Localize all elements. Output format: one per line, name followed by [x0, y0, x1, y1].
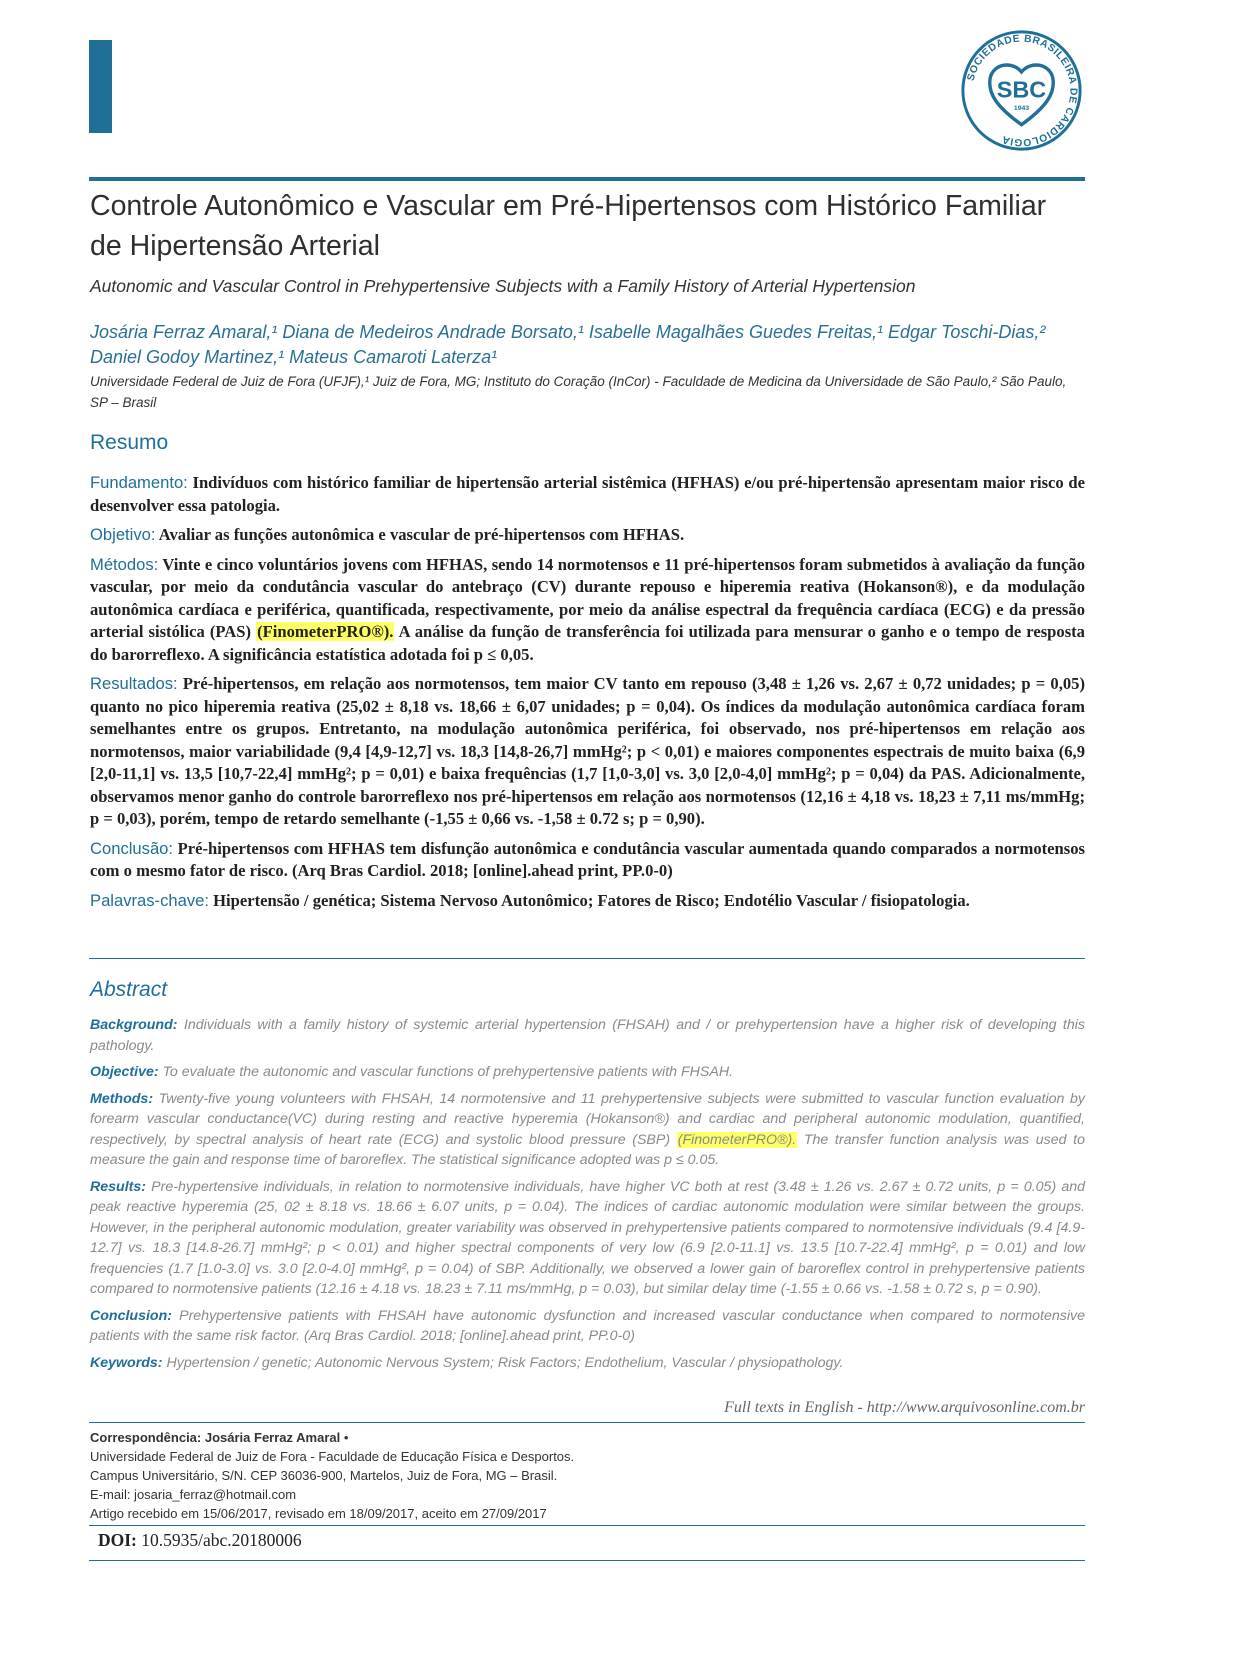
metodos-text-b: A análise da função de transferência foi utilizada para mensurar o ganho e o tempo de resposta do barorreflexo. A significância estatística adotada foi p ≤ 0,05.	[90, 622, 1085, 664]
methods-text-a: Twenty-five young volunteers with FHSAH, 14 normotensive and 11 prehypertensive subjects were submitted to vascular function evaluation by forearm vascular conductance(VC) during resting and reactive hyperemia (Hokanson®) and cardiac and peripheral autonomic modulation, quantified, respectively, by spectral analysis of heart rate (ECG) and systolic blood pressure (SBP)	[90, 1090, 1085, 1148]
results-text: Pre-hypertensive individuals, in relation to normotensive individuals, have higher VC both at rest (3.48 ± 1.26 vs. 2.67 ± 0.72 units, p = 0.05) and peak reactive hyperemia (25, 02 ± 8.18 vs. 18.66 ± 6.07 units, p = 0.04). The indices of cardiac autonomic modulation were similar between the groups. However, in the peripheral autonomic modulation, greater variability was observed in prehypertensive patients compared to normotensive individuals (9.4 [4.9-12.7] vs. 18.3 [14.8-26.7] mmHg²; p < 0.01) and higher spectral components of very low (6.9 [2.0-11.1] vs. 13.5 [10.7-22.4] mmHg², p = 0.01) and low frequencies (1.7 [1.0-3.0] vs. 3.0 [2.0-4.0] mmHg², p = 0.04) of SBP. Additionally, we observed a lower gain of baroreflex control in prehypertensive patients compared to normotensive patients (12.16 ± 4.18 vs. 18.23 ± 7.11 ms/mmHg, p = 0.03), but similar delay time (-1.55 ± 0.66 vs. -1.58 ± 0.72 s, p = 0.90).	[90, 1178, 1085, 1297]
methods-highlight: (FinometerPRO®).	[677, 1131, 797, 1148]
correspondence-line1: Universidade Federal de Juiz de Fora - Faculdade de Educação Física e Desportos.	[90, 1449, 575, 1464]
resumo-body	[90, 472, 1085, 919]
methods-text-b: The transfer function analysis was used to measure the gain and response time of baroreflex. The statistical significance adopted was p ≤ 0.05.	[90, 1131, 1085, 1168]
section-rule	[89, 958, 1085, 959]
background-label: Background:	[90, 1017, 178, 1033]
metodos-text-a: Vinte e cinco voluntários jovens com HFHAS, sendo 14 normotensos e 11 pré-hipertensos foram submetidos à avaliação da função vascular, por meio da condutância vascular do antebraço (CV) durante repouso e hiperemia reativa (Hokanson®), e da modulação autonômica cardíaca e periférica, quantificada, respectivamente, por meio da análise espectral da frequência cardíaca (ECG) e da pressão arterial sistólica (PAS)	[90, 554, 1085, 641]
fundamento-text: Indivíduos com histórico familiar de hipertensão arterial sistêmica (HFHAS) e/ou pré-hipertensão apresentam maior risco de desenvolver essa patologia.	[90, 473, 1085, 515]
article-subtitle: Autonomic and Vascular Control in Prehypertensive Subjects with a Family History of Arterial Hypertension	[90, 276, 916, 296]
correspondence-title-line	[90, 1428, 1085, 1447]
abstract-background	[90, 1015, 1085, 1056]
accent-bar	[89, 40, 112, 133]
correspondence-line2: Campus Universitário, S/N. CEP 36036-900, Martelos, Juiz de Fora, MG – Brasil.	[90, 1468, 558, 1483]
logo-year: 1943	[1013, 105, 1030, 113]
background-text: Individuals with a family history of systemic arterial hypertension (FHSAH) and / or prehypertension have a higher risk of developing this pathology.	[90, 1017, 1085, 1054]
correspondence-rule	[89, 1422, 1085, 1423]
abstract-keywords	[90, 1353, 1085, 1374]
conclusion-label: Conclusion:	[90, 1307, 172, 1324]
doi-rule-top	[89, 1525, 1085, 1526]
resumo-conclusao	[90, 838, 1085, 883]
abstract-heading: Abstract	[90, 978, 168, 1001]
author-list: Josária Ferraz Amaral,¹ Diana de Medeiros Andrade Borsato,¹ Isabelle Magalhães Guedes Freitas,¹ Edgar Toschi-Dias,² Daniel Godoy Martinez,¹ Mateus Camaroti Laterza¹	[90, 322, 1046, 367]
doi-rule-bottom	[89, 1560, 1085, 1561]
correspondence-block	[90, 1428, 1085, 1523]
keywords-text: Hypertension / genetic; Autonomic Nervous System; Risk Factors; Endothelium, Vascular / physiopathology.	[166, 1354, 844, 1371]
results-label: Results:	[90, 1178, 146, 1195]
objetivo-text: Avaliar as funções autonômica e vascular de pré-hipertensos com HFHAS.	[158, 525, 685, 544]
abstract-body	[90, 1015, 1085, 1379]
palavras-text: Hipertensão / genética; Sistema Nervoso Autonômico; Fatores de Risco; Endotélio Vascular / fisiopatologia.	[213, 890, 970, 910]
correspondence-title: Correspondência: Josária Ferraz Amaral	[90, 1430, 341, 1445]
resumo-metodos	[90, 554, 1085, 667]
correspondence-bullet: •	[343, 1430, 349, 1445]
doi-line	[98, 1530, 302, 1551]
title-rule	[89, 177, 1085, 181]
doi-label: DOI:	[98, 1530, 137, 1550]
logo-abbr: SBC	[996, 76, 1047, 103]
abstract-objective	[90, 1062, 1085, 1083]
fundamento-label: Fundamento:	[90, 473, 188, 492]
keywords-label: Keywords:	[90, 1354, 163, 1371]
resumo-fundamento	[90, 472, 1085, 517]
logo-ring-text: SOCIEDADE BRASILEIRA DE CARDIOLOGIA	[965, 33, 1079, 148]
full-texts-link[interactable]: Full texts in English - http://www.arquivosonline.com.br	[724, 1399, 1085, 1416]
palavras-label: Palavras-chave:	[90, 890, 209, 910]
methods-label: Methods:	[90, 1090, 154, 1107]
resumo-objetivo	[90, 524, 1085, 547]
conclusao-text: Pré-hipertensos com HFHAS tem disfunção autonômica e condutância vascular aumentada quando comparados a normotensos com o mesmo fator de risco. (Arq Bras Cardiol. 2018; [online].ahead print, PP.0-0)	[90, 838, 1085, 880]
objetivo-label: Objetivo:	[90, 525, 156, 544]
metodos-highlight: (FinometerPRO®).	[257, 622, 394, 641]
correspondence-email[interactable]: E-mail: josaria_ferraz@hotmail.com	[90, 1487, 297, 1502]
abstract-results	[90, 1177, 1085, 1300]
affiliation: Universidade Federal de Juiz de Fora (UFJF),¹ Juiz de Fora, MG; Instituto do Coração (InCor) - Faculdade de Medicina da Universidade de São Paulo,² São Paulo, SP – Brasil	[90, 374, 1067, 410]
objective-text: To evaluate the autonomic and vascular functions of prehypertensive patients with FHSAH.	[162, 1064, 734, 1080]
resultados-text: Pré-hipertensos, em relação aos normotensos, tem maior CV tanto em repouso (3,48 ± 1,26 vs. 2,67 ± 0,72 unidades; p = 0,05) quanto no pico hiperemia reativa (25,02 ± 8,18 vs. 18,66 ± 6,07 unidades; p = 0,04). Os índices da modulação autonômica cardíaca foram semelhantes entre os grupos. Entretanto, na modulação autonômica periférica, foi observado, nos pré-hipertensos em relação aos normotensos, maior variabilidade (9,4 [4,9-12,7] vs. 18,3 [14,8-26,7] mmHg²; p < 0,01) e maiores componentes espectrais de muito baixa (6,9 [2,0-11,1] vs. 13,5 [10,7-22,4] mmHg²; p = 0,01) e baixa frequências (1,7 [1,0-3,0] vs. 3,0 [2,0-4,0] mmHg²; p = 0,04) da PAS. Adicionalmente, observamos menor ganho do controle barorreflexo nos pré-hipertensos em relação aos normotensos (12,16 ± 4,18 vs. 18,23 ± 7,11 ms/mmHg; p = 0,03), porém, tempo de retardo semelhante (-1,55 ± 0,66 vs. -1,58 ± 0.72 s; p = 0,90).	[90, 674, 1085, 828]
resumo-palavras	[90, 890, 1085, 913]
metodos-label: Métodos:	[90, 554, 159, 574]
resumo-resultados	[90, 673, 1085, 831]
objective-label: Objective:	[90, 1064, 159, 1080]
conclusao-label: Conclusão:	[90, 838, 174, 858]
sbc-logo	[958, 27, 1085, 154]
resumo-heading: Resumo	[90, 431, 169, 454]
article-title: Controle Autonômico e Vascular em Pré-Hipertensos com Histórico Familiar de Hipertensão Arterial	[90, 190, 1047, 262]
resultados-label: Resultados:	[90, 674, 178, 693]
abstract-conclusion	[90, 1306, 1085, 1347]
abstract-methods	[90, 1089, 1085, 1171]
conclusion-text: Prehypertensive patients with FHSAH have autonomic dysfunction and increased vascular conductance when compared to normotensive patients with the same risk factor. (Arq Bras Cardiol. 2018; [online].ahead print, PP.0-0)	[90, 1307, 1085, 1344]
doi-value[interactable]: 10.5935/abc.20180006	[141, 1530, 302, 1550]
correspondence-dates: Artigo recebido em 15/06/2017, revisado em 18/09/2017, aceito em 27/09/2017	[90, 1506, 547, 1521]
